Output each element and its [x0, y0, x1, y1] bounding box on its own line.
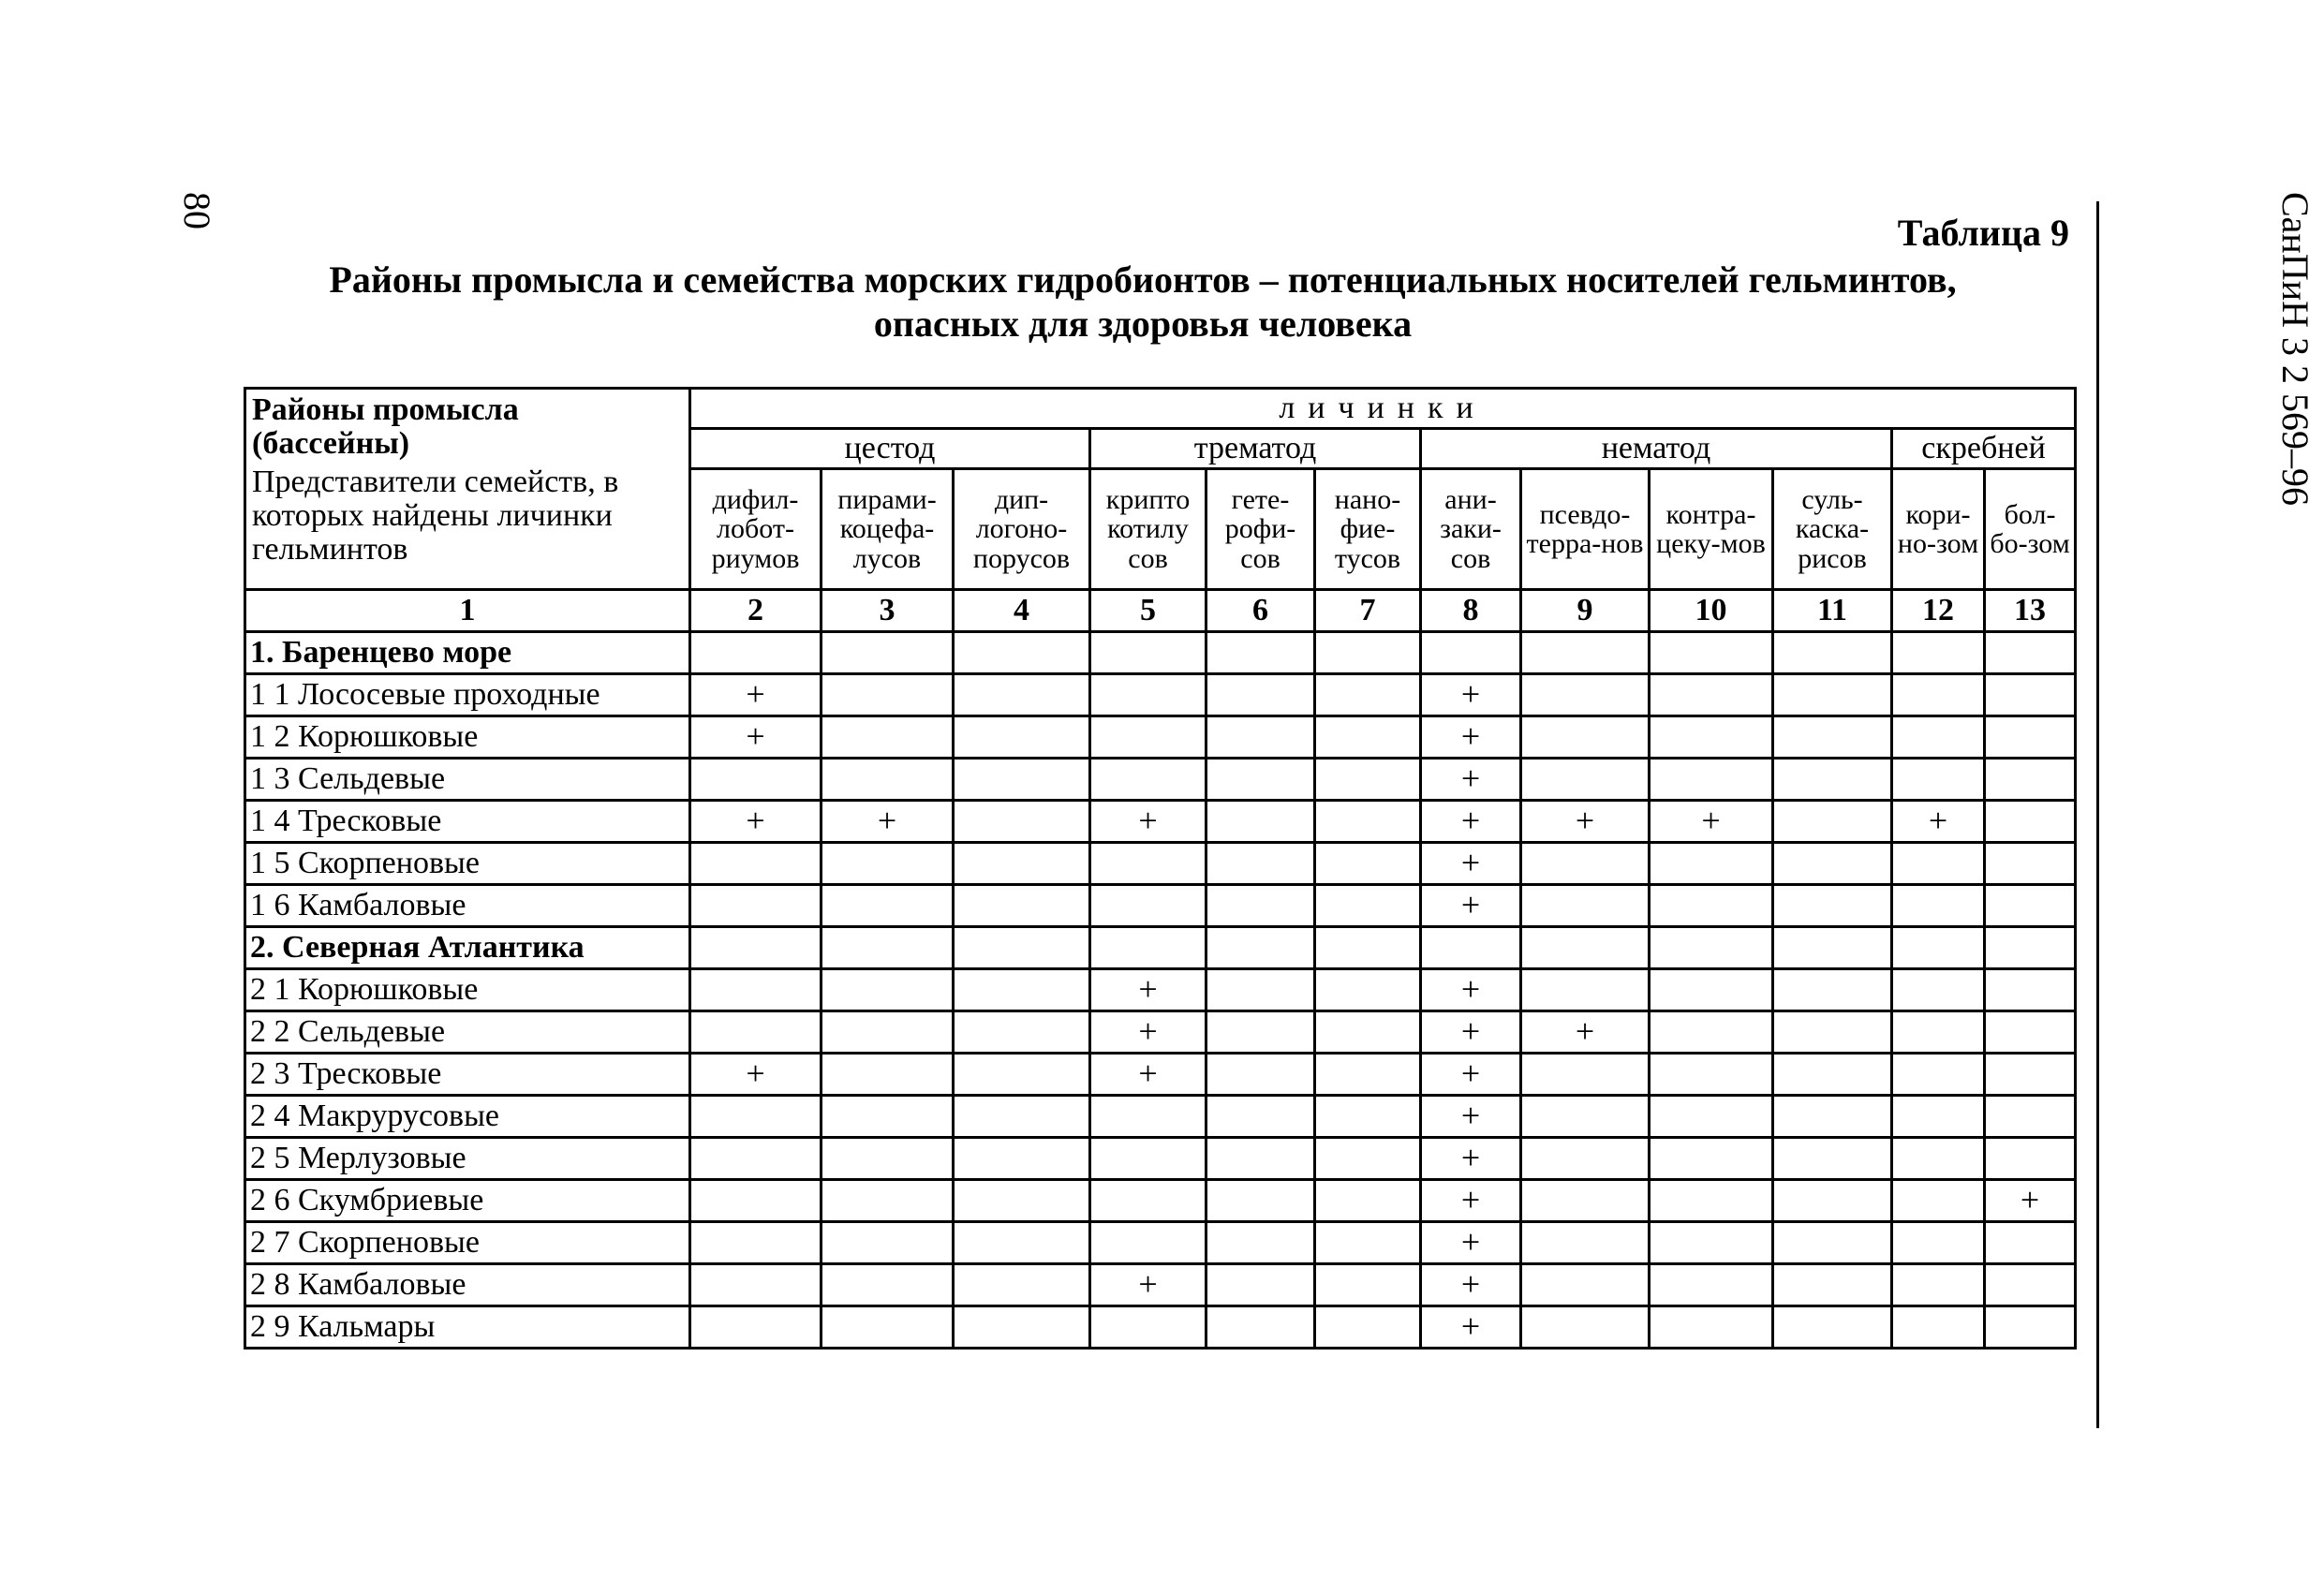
table-cell: +	[690, 674, 822, 716]
table-row	[245, 1096, 2076, 1138]
table-cell: +	[1421, 674, 1521, 716]
group-trematodes: трематод	[1090, 429, 1421, 469]
table-cell	[1521, 1138, 1650, 1180]
table-cell: +	[690, 1054, 822, 1096]
table-cell	[1315, 1011, 1421, 1054]
table-cell	[1892, 969, 1985, 1011]
table-cell	[822, 674, 954, 716]
table-cell	[1090, 1180, 1206, 1222]
table-cell: +	[1421, 1096, 1521, 1138]
table-cell	[1650, 1054, 1773, 1096]
table-cell	[822, 759, 954, 801]
table-cell	[822, 716, 954, 759]
table-row	[245, 801, 2076, 843]
table-cell	[1650, 1264, 1773, 1306]
table-row	[245, 1222, 2076, 1264]
table-row	[245, 843, 2076, 885]
table-cell	[954, 759, 1090, 801]
table-cell	[1650, 759, 1773, 801]
table-title-line1: Районы промысла и семейства морских гидробионтов – потенциальных носителей гельминтов,	[329, 258, 1957, 301]
table-cell	[1315, 1306, 1421, 1349]
table-cell	[1773, 1222, 1892, 1264]
table-cell	[1985, 1138, 2076, 1180]
table-cell	[1773, 716, 1892, 759]
table-cell: +	[1421, 1011, 1521, 1054]
column-number: 8	[1421, 590, 1521, 632]
subheader-cell: дип-логоно-порусов	[954, 469, 1090, 590]
table-cell	[1315, 1096, 1421, 1138]
table-cell	[1421, 632, 1521, 674]
table-cell: +	[1090, 801, 1206, 843]
table-cell	[1090, 927, 1206, 969]
table-cell	[1090, 1222, 1206, 1264]
table-cell	[1521, 1222, 1650, 1264]
margin-rule	[2096, 201, 2099, 1428]
table-cell	[1985, 1096, 2076, 1138]
row-label: 2 2 Сельдевые	[245, 1011, 690, 1054]
table-cell	[1206, 1096, 1315, 1138]
table-cell	[690, 1011, 822, 1054]
table-cell	[1206, 1180, 1315, 1222]
header-left-cell	[245, 389, 690, 590]
table-cell	[1650, 843, 1773, 885]
table-cell	[690, 927, 822, 969]
subheader-cell: контра-цеку-мов	[1650, 469, 1773, 590]
table-cell	[1090, 1306, 1206, 1349]
table-cell	[1773, 801, 1892, 843]
table-cell	[1315, 1180, 1421, 1222]
table-cell	[1985, 1306, 2076, 1349]
table-cell	[822, 1096, 954, 1138]
table-cell	[1421, 927, 1521, 969]
subheader-cell: бол-бо-зом	[1985, 469, 2076, 590]
header-left-line2: (бассейны)	[252, 425, 410, 461]
column-number: 1	[245, 590, 690, 632]
header-left-line3: Представители семейств, в которых найдены личинки гельминтов	[252, 465, 619, 567]
table-cell	[1521, 843, 1650, 885]
table-cell: +	[1521, 1011, 1650, 1054]
table-cell	[1206, 759, 1315, 801]
table-cell	[1521, 632, 1650, 674]
table-cell	[1650, 969, 1773, 1011]
table-cell	[1985, 927, 2076, 969]
table-cell	[822, 1138, 954, 1180]
table-cell	[1892, 1011, 1985, 1054]
table-cell	[1206, 632, 1315, 674]
table-cell	[1206, 674, 1315, 716]
table-cell	[690, 1096, 822, 1138]
table-cell	[690, 1138, 822, 1180]
table-cell: +	[1421, 759, 1521, 801]
group-acanthocephala: скребней	[1892, 429, 2076, 469]
table-cell	[690, 843, 822, 885]
table-cell	[1090, 632, 1206, 674]
table-cell	[1985, 843, 2076, 885]
table-cell	[1206, 885, 1315, 927]
table-cell	[1090, 759, 1206, 801]
table-cell	[1650, 1096, 1773, 1138]
table-cell	[1206, 1054, 1315, 1096]
column-number: 7	[1315, 590, 1421, 632]
table-cell	[954, 1011, 1090, 1054]
table-cell: +	[1090, 1264, 1206, 1306]
row-label: 1 5 Скорпеновые	[245, 843, 690, 885]
table-cell: +	[1421, 1138, 1521, 1180]
table-cell	[1773, 885, 1892, 927]
table-cell	[1985, 801, 2076, 843]
table-cell	[1521, 674, 1650, 716]
table-cell	[1773, 843, 1892, 885]
group-nematodes: нематод	[1421, 429, 1892, 469]
table-cell	[1206, 843, 1315, 885]
table-cell	[954, 927, 1090, 969]
table-cell	[954, 1222, 1090, 1264]
table-cell	[1892, 1096, 1985, 1138]
table-cell	[1521, 759, 1650, 801]
table-cell	[1985, 1222, 2076, 1264]
table-cell	[1315, 632, 1421, 674]
table-cell	[690, 969, 822, 1011]
table-cell: +	[1985, 1180, 2076, 1222]
table-cell	[822, 1264, 954, 1306]
table-cell	[1892, 927, 1985, 969]
table-cell	[1206, 1222, 1315, 1264]
table-cell	[822, 1222, 954, 1264]
table-cell	[1892, 1306, 1985, 1349]
subheader-cell: пирами-коцефа-лусов	[822, 469, 954, 590]
table-cell	[954, 969, 1090, 1011]
table-row	[245, 1180, 2076, 1222]
table-cell	[1090, 716, 1206, 759]
table-cell	[1521, 1264, 1650, 1306]
table-cell	[1315, 885, 1421, 927]
table-cell	[822, 843, 954, 885]
table-cell	[1521, 969, 1650, 1011]
table-cell	[1521, 1306, 1650, 1349]
table-label: Таблица 9	[1897, 212, 2069, 254]
table-cell	[1650, 1222, 1773, 1264]
column-number: 4	[954, 590, 1090, 632]
table-cell: +	[1650, 801, 1773, 843]
table-cell	[1892, 1054, 1985, 1096]
table-cell	[822, 969, 954, 1011]
table-cell	[1521, 885, 1650, 927]
table-cell	[1985, 716, 2076, 759]
table-cell: +	[1090, 969, 1206, 1011]
table-cell	[954, 1096, 1090, 1138]
row-label: 1 6 Камбаловые	[245, 885, 690, 927]
subheader-cell: псевдо-терра-нов	[1521, 469, 1650, 590]
row-label: 1 2 Корюшковые	[245, 716, 690, 759]
table-cell	[1773, 927, 1892, 969]
subheader-cell: ани-заки-сов	[1421, 469, 1521, 590]
section-row	[245, 632, 2076, 674]
subheader-cell: суль-каска-рисов	[1773, 469, 1892, 590]
table-cell	[690, 1264, 822, 1306]
table-cell	[1650, 927, 1773, 969]
table-cell: +	[1090, 1011, 1206, 1054]
table-cell	[1315, 716, 1421, 759]
subheader-cell: кори-но-зом	[1892, 469, 1985, 590]
table-cell	[1650, 1138, 1773, 1180]
table-cell	[1773, 1011, 1892, 1054]
table-cell	[1315, 801, 1421, 843]
group-cestodes: цестод	[690, 429, 1090, 469]
table-cell: +	[1521, 801, 1650, 843]
table-cell	[1521, 1180, 1650, 1222]
table-cell: +	[690, 716, 822, 759]
table-row	[245, 1054, 2076, 1096]
table-cell	[954, 1180, 1090, 1222]
table-cell	[822, 632, 954, 674]
table-cell	[1315, 759, 1421, 801]
table-cell	[1985, 759, 2076, 801]
table-cell	[1892, 1138, 1985, 1180]
row-label: 2 3 Тресковые	[245, 1054, 690, 1096]
subheader-cell: нано-фие-тусов	[1315, 469, 1421, 590]
table-row	[245, 1011, 2076, 1054]
column-number: 2	[690, 590, 822, 632]
table-cell	[954, 885, 1090, 927]
column-number: 12	[1892, 590, 1985, 632]
row-label: 2 5 Мерлузовые	[245, 1138, 690, 1180]
row-label: 2 1 Корюшковые	[245, 969, 690, 1011]
table-cell	[1521, 1054, 1650, 1096]
table-cell: +	[1421, 1264, 1521, 1306]
row-label: 2 8 Камбаловые	[245, 1264, 690, 1306]
subheader-cell: дифил-лобот-риумов	[690, 469, 822, 590]
document-code: СанПиН 3 2 569–96	[2274, 192, 2317, 507]
table-cell	[1773, 1306, 1892, 1349]
table-cell	[1650, 1306, 1773, 1349]
table-cell	[1650, 885, 1773, 927]
table-cell: +	[1421, 801, 1521, 843]
table-cell: +	[690, 801, 822, 843]
table-cell	[1985, 1264, 2076, 1306]
table-cell: +	[1421, 1306, 1521, 1349]
table-cell	[1090, 1096, 1206, 1138]
table-row	[245, 1264, 2076, 1306]
table-cell	[1650, 716, 1773, 759]
table-cell	[954, 674, 1090, 716]
section-label: 2. Северная Атлантика	[245, 927, 690, 969]
table-cell	[1892, 1222, 1985, 1264]
table-cell	[954, 1054, 1090, 1096]
table-cell	[954, 843, 1090, 885]
table-cell	[1521, 927, 1650, 969]
table-cell	[1206, 927, 1315, 969]
table-cell	[1650, 1011, 1773, 1054]
table-cell	[822, 1011, 954, 1054]
row-label: 2 4 Макрурусовые	[245, 1096, 690, 1138]
table-cell	[1892, 1180, 1985, 1222]
table-cell	[822, 885, 954, 927]
table-cell	[1892, 759, 1985, 801]
table-cell	[1773, 759, 1892, 801]
table-cell	[690, 1180, 822, 1222]
table-cell	[1892, 885, 1985, 927]
table-cell: +	[1421, 1222, 1521, 1264]
table-cell	[690, 759, 822, 801]
table-row	[245, 1138, 2076, 1180]
table-cell	[1892, 843, 1985, 885]
table-cell	[1773, 674, 1892, 716]
table-cell: +	[1421, 885, 1521, 927]
table-cell	[1650, 632, 1773, 674]
table-cell	[1206, 1264, 1315, 1306]
table-cell	[1206, 1306, 1315, 1349]
table-cell	[1206, 1138, 1315, 1180]
table-cell	[1773, 969, 1892, 1011]
table-row	[245, 1306, 2076, 1349]
table-cell	[1315, 674, 1421, 716]
table-cell	[1985, 1054, 2076, 1096]
table-cell	[1985, 674, 2076, 716]
table-row	[245, 674, 2076, 716]
table-cell	[954, 801, 1090, 843]
table-cell	[690, 1306, 822, 1349]
header-left-line1: Районы промысла	[252, 392, 519, 427]
table-cell	[690, 1222, 822, 1264]
column-number: 10	[1650, 590, 1773, 632]
table-cell	[1315, 927, 1421, 969]
table-row	[245, 969, 2076, 1011]
table-cell: +	[1421, 843, 1521, 885]
table-cell	[1892, 716, 1985, 759]
table-cell	[1206, 969, 1315, 1011]
table-cell	[1090, 1138, 1206, 1180]
table-cell	[1315, 1054, 1421, 1096]
table-cell	[954, 1264, 1090, 1306]
table-cell	[954, 716, 1090, 759]
helminth-table	[244, 387, 2077, 1350]
table-cell	[1892, 674, 1985, 716]
table-cell	[1985, 969, 2076, 1011]
table-row	[245, 885, 2076, 927]
column-number: 6	[1206, 590, 1315, 632]
table-row	[245, 716, 2076, 759]
table-cell: +	[1421, 1054, 1521, 1096]
subheader-cell: крипто котилу сов	[1090, 469, 1206, 590]
table-cell: +	[1090, 1054, 1206, 1096]
table-cell	[1315, 1138, 1421, 1180]
table-cell	[822, 1306, 954, 1349]
table-cell	[1773, 1180, 1892, 1222]
row-label: 1 3 Сельдевые	[245, 759, 690, 801]
table-cell	[1315, 843, 1421, 885]
column-number: 13	[1985, 590, 2076, 632]
table-cell	[1985, 1011, 2076, 1054]
table-cell	[1206, 1011, 1315, 1054]
table-cell	[1521, 716, 1650, 759]
row-label: 2 7 Скорпеновые	[245, 1222, 690, 1264]
table-cell	[1521, 1096, 1650, 1138]
table-cell	[1315, 1264, 1421, 1306]
table-cell	[1985, 632, 2076, 674]
table-cell	[1773, 632, 1892, 674]
row-label: 2 9 Кальмары	[245, 1306, 690, 1349]
table-cell	[1090, 885, 1206, 927]
subheader-cell: гете-рофи-сов	[1206, 469, 1315, 590]
section-label: 1. Баренцево море	[245, 632, 690, 674]
table-cell	[1090, 843, 1206, 885]
table-cell	[822, 927, 954, 969]
column-number: 11	[1773, 590, 1892, 632]
table-cell	[1650, 674, 1773, 716]
table-cell	[954, 1138, 1090, 1180]
section-row	[245, 927, 2076, 969]
table-cell	[1315, 969, 1421, 1011]
table-cell	[1315, 1222, 1421, 1264]
row-label: 1 4 Тресковые	[245, 801, 690, 843]
table-cell	[954, 632, 1090, 674]
header-larvae: личинки	[690, 389, 2076, 429]
table-cell	[1206, 716, 1315, 759]
table-cell: +	[1892, 801, 1985, 843]
row-label: 2 6 Скумбриевые	[245, 1180, 690, 1222]
table-cell	[1892, 1264, 1985, 1306]
table-cell: +	[822, 801, 954, 843]
table-cell: +	[1421, 716, 1521, 759]
table-cell	[822, 1180, 954, 1222]
table-cell	[1650, 1180, 1773, 1222]
table-row	[245, 759, 2076, 801]
column-number: 5	[1090, 590, 1206, 632]
table-cell	[1773, 1096, 1892, 1138]
table-cell	[1892, 632, 1985, 674]
table-title-line2: опасных для здоровья человека	[873, 302, 1413, 345]
table-cell	[822, 1054, 954, 1096]
table-cell	[954, 1306, 1090, 1349]
table-cell	[1985, 885, 2076, 927]
table-cell	[1773, 1054, 1892, 1096]
row-label: 1 1 Лососевые проходные	[245, 674, 690, 716]
page-number: 80	[176, 192, 218, 229]
table-cell	[1773, 1264, 1892, 1306]
table-cell	[1206, 801, 1315, 843]
column-number: 9	[1521, 590, 1650, 632]
table-cell	[1773, 1138, 1892, 1180]
table-cell: +	[1421, 1180, 1521, 1222]
table-cell: +	[1421, 969, 1521, 1011]
table-cell	[690, 632, 822, 674]
column-number: 3	[822, 590, 954, 632]
table-cell	[1090, 674, 1206, 716]
table-cell	[690, 885, 822, 927]
